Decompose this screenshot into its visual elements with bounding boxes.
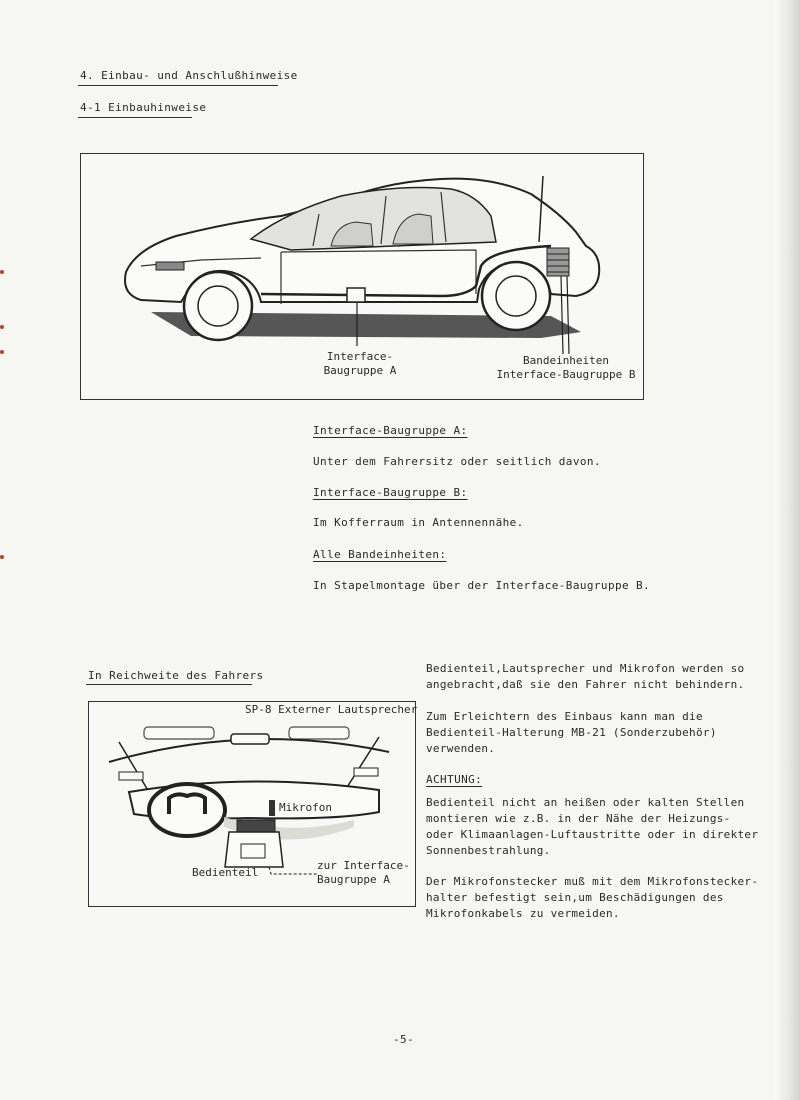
- binding-hole: [0, 270, 4, 274]
- driver-section-title: In Reichweite des Fahrers: [88, 669, 264, 682]
- location-a-text: Unter dem Fahrersitz oder seitlich davon.: [313, 455, 601, 468]
- location-a-title: Interface-Baugruppe A:: [313, 424, 468, 437]
- label-to-interface-line1: zur Interface-: [317, 859, 410, 872]
- label-control-unit: Bedienteil: [192, 866, 259, 879]
- label-interface-a: [305, 350, 415, 378]
- subsection-heading: 4-1 Einbauhinweise: [80, 101, 207, 114]
- location-b-text: Im Kofferraum in Antennennähe.: [313, 516, 524, 529]
- section-heading: 4. Einbau- und Anschlußhinweise: [80, 69, 298, 82]
- text-line: halter befestigt sein,um Beschädigungen des: [426, 891, 724, 904]
- text-line: angebracht,daß sie den Fahrer nicht behindern.: [426, 678, 745, 691]
- text-line: Bedienteil,Lautsprecher und Mikrofon werden so: [426, 662, 745, 675]
- label-to-interface-line2: Baugruppe A: [317, 873, 390, 886]
- text-line: Mikrofonkabels zu vermeiden.: [426, 907, 620, 920]
- text-line: Bedienteil-Halterung MB-21 (Sonderzubehör): [426, 726, 717, 739]
- heading-rule: [78, 85, 278, 86]
- label-to-interface: [317, 859, 410, 887]
- text-line: Zum Erleichtern des Einbaus kann man die: [426, 710, 703, 723]
- text-line: verwenden.: [426, 742, 496, 755]
- page-edge: [774, 0, 800, 1100]
- text-line: Bedienteil nicht an heißen oder kalten Stellen: [426, 796, 745, 809]
- binding-hole: [0, 325, 4, 329]
- label-microphone: Mikrofon: [279, 801, 332, 814]
- label-interface-b: [491, 354, 641, 382]
- label-b-line2: Interface-Baugruppe B: [496, 368, 636, 381]
- text-line: oder Klimaanlagen-Luftaustritte oder in direkter: [426, 828, 759, 841]
- text-line: Der Mikrofonstecker muß mit dem Mikrofonstecker-: [426, 875, 759, 888]
- text-line: montieren wie z.B. in der Nähe der Heizungs-: [426, 812, 731, 825]
- location-b-title: Interface-Baugruppe B:: [313, 486, 468, 499]
- binding-hole: [0, 350, 4, 354]
- location-c-title: Alle Bandeinheiten:: [313, 548, 447, 561]
- paragraph-warning: [426, 795, 758, 859]
- warning-title: ACHTUNG:: [426, 773, 483, 786]
- label-a-line2: Baugruppe A: [323, 364, 397, 377]
- binding-hole: [0, 555, 4, 559]
- page-number: -5-: [393, 1033, 415, 1046]
- driver-title-rule: [86, 684, 252, 685]
- label-speaker: SP-8 Externer Lautsprecher: [245, 703, 418, 716]
- label-b-line1: Bandeinheiten: [522, 354, 610, 367]
- text-line: Sonnenbestrahlung.: [426, 844, 551, 857]
- car-figure: [80, 153, 644, 400]
- dashboard-figure: [88, 701, 416, 907]
- paragraph-mic-plug: [426, 874, 758, 922]
- location-c-text: In Stapelmontage über der Interface-Baugruppe B.: [313, 579, 651, 592]
- label-a-line1: Interface-: [326, 350, 394, 363]
- paragraph-placement: [426, 661, 744, 693]
- paragraph-bracket: [426, 709, 717, 757]
- subheading-rule: [78, 117, 192, 118]
